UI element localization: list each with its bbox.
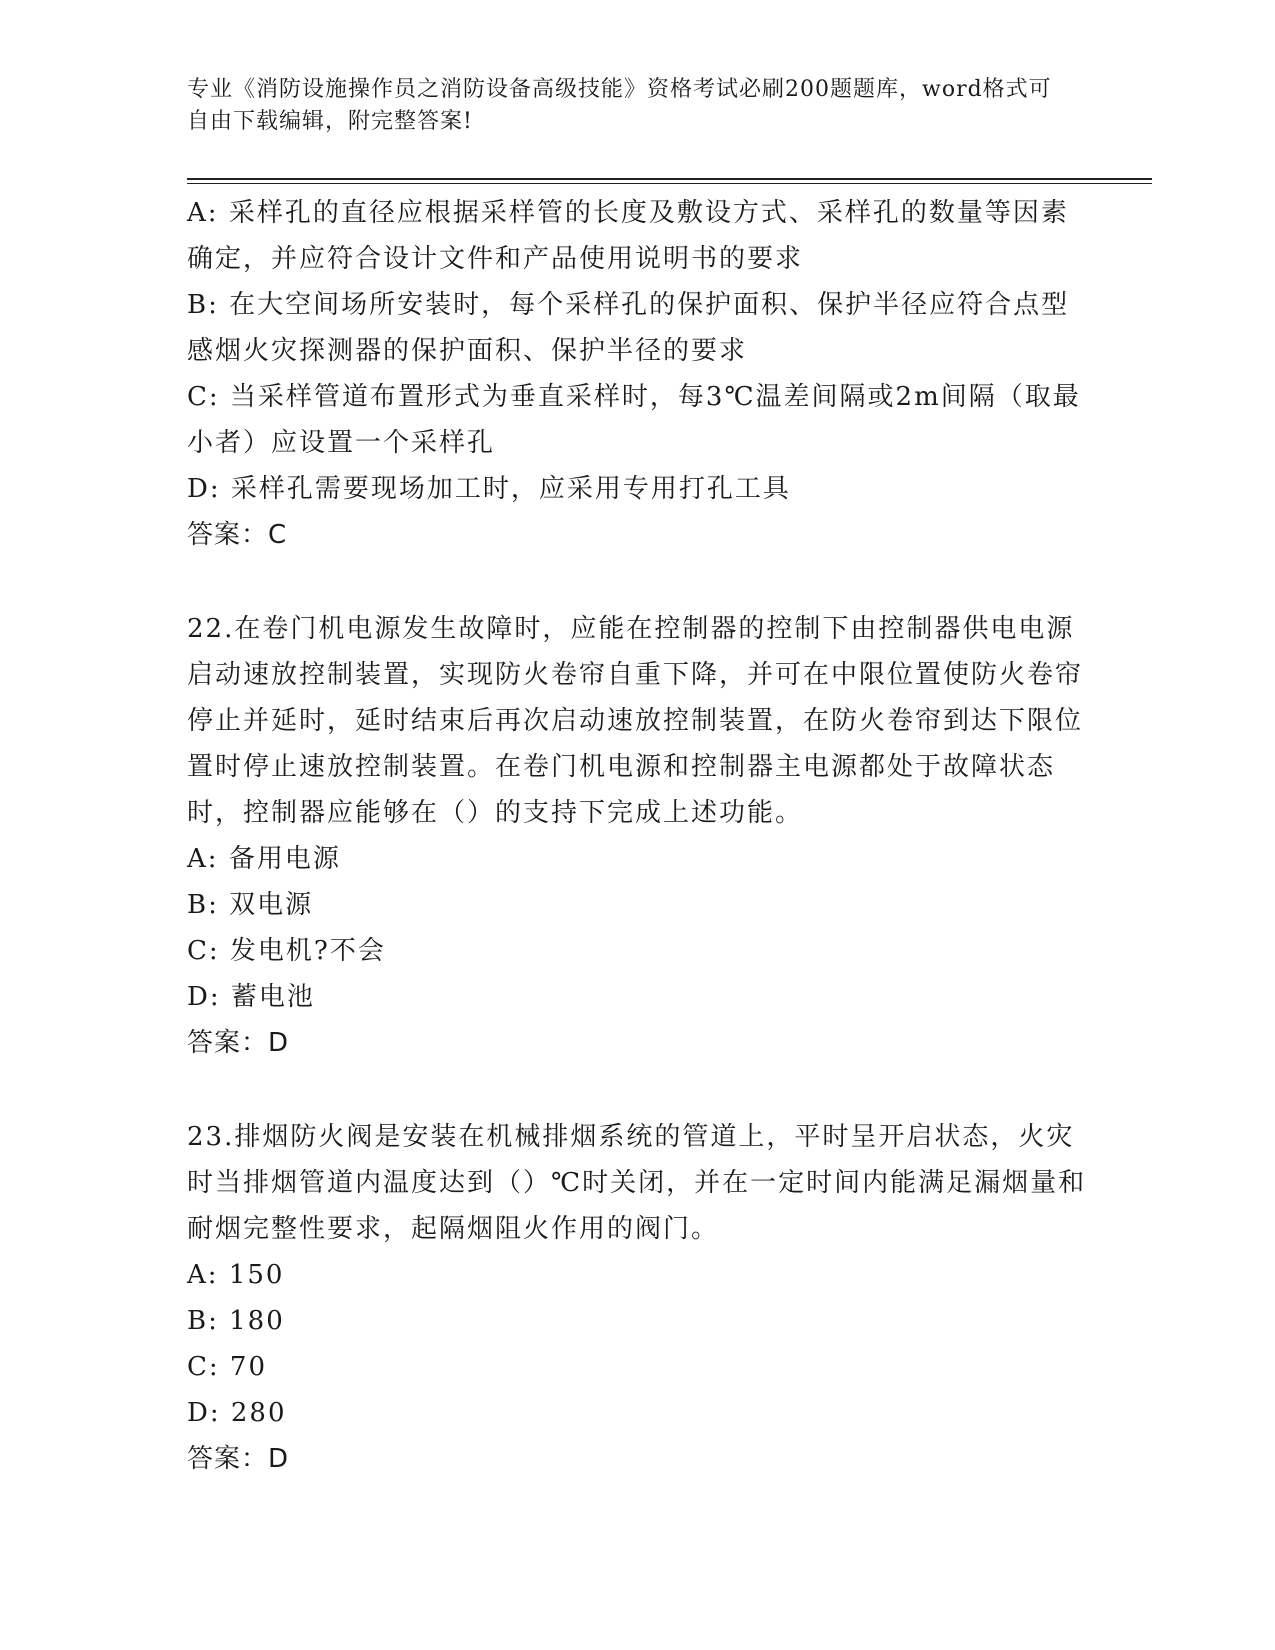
option-text: 备用电源 bbox=[228, 844, 341, 874]
option-text: 双电源 bbox=[229, 890, 314, 920]
option-a bbox=[187, 1252, 1087, 1298]
option-d bbox=[187, 466, 1087, 512]
option-a bbox=[187, 190, 1087, 282]
header-rule-thin bbox=[187, 183, 1152, 184]
option-label: B: bbox=[187, 290, 219, 320]
option-text: 蓄电池 bbox=[230, 982, 315, 1012]
option-a bbox=[187, 836, 1087, 882]
option-label: B: bbox=[187, 1306, 219, 1336]
option-label: A: bbox=[187, 844, 219, 874]
answer-line: 答案：D bbox=[187, 1444, 290, 1474]
option-b bbox=[187, 282, 1087, 374]
option-label: C: bbox=[187, 936, 220, 966]
question-stem: 22.在卷门机电源发生故障时，应能在控制器的控制下由控制器供电电源启动速放控制装置，实现防火卷帘自重下降，并可在中限位置使防火卷帘停止并延时，延时结束后再次启动速放控制装置，在防火卷帘到达下限位置时停止速放控制装置。在卷门机电源和控制器主电源都处于故障状态时，控制器应能够在（）的支持下完成上述功能。 bbox=[187, 614, 1084, 828]
option-text: 150 bbox=[228, 1260, 285, 1290]
option-c bbox=[187, 374, 1087, 466]
answer-line: 答案：D bbox=[187, 1028, 290, 1058]
header-rule-thick bbox=[187, 178, 1152, 180]
page-header: 专业《消防设施操作员之消防设备高级技能》资格考试必刷200题题库，word格式可自由下载编辑，附完整答案! bbox=[187, 77, 1052, 134]
option-text: 在大空间场所安装时，每个采样孔的保护面积、保护半径应符合点型感烟火灾探测器的保护面积、保护半径的要求 bbox=[187, 290, 1070, 366]
option-text: 70 bbox=[229, 1352, 268, 1382]
question-21-options bbox=[187, 190, 1087, 558]
question-stem: 23.排烟防火阀是安装在机械排烟系统的管道上，平时呈开启状态，火灾时当排烟管道内温度达到（）℃时关闭，并在一定时间内能满足漏烟量和耐烟完整性要求，起隔烟阻火作用的阀门。 bbox=[187, 1122, 1087, 1244]
option-text: 采样孔需要现场加工时，应采用专用打孔工具 bbox=[230, 474, 791, 504]
option-label: D: bbox=[187, 474, 221, 504]
option-text: 180 bbox=[229, 1306, 285, 1336]
option-label: C: bbox=[187, 382, 220, 412]
option-b bbox=[187, 882, 1087, 928]
option-text: 280 bbox=[230, 1398, 287, 1428]
document-body bbox=[187, 190, 1087, 1482]
option-d bbox=[187, 974, 1087, 1020]
option-c bbox=[187, 928, 1087, 974]
option-c bbox=[187, 1344, 1087, 1390]
option-d bbox=[187, 1390, 1087, 1436]
option-text: 当采样管道布置形式为垂直采样时，每3℃温差间隔或2m间隔（取最小者）应设置一个采样孔 bbox=[187, 382, 1081, 458]
option-label: C: bbox=[187, 1352, 220, 1382]
option-label: D: bbox=[187, 1398, 221, 1428]
option-label: A: bbox=[187, 198, 219, 228]
option-b bbox=[187, 1298, 1087, 1344]
option-label: D: bbox=[187, 982, 221, 1012]
question-22 bbox=[187, 606, 1087, 1066]
option-label: B: bbox=[187, 890, 219, 920]
option-label: A: bbox=[187, 1260, 219, 1290]
option-text: 发电机?不会 bbox=[229, 936, 386, 966]
question-23 bbox=[187, 1114, 1087, 1482]
answer-line: 答案：C bbox=[187, 520, 288, 550]
option-text: 采样孔的直径应根据采样管的长度及敷设方式、采样孔的数量等因素确定，并应符合设计文件和产品使用说明书的要求 bbox=[187, 198, 1069, 274]
